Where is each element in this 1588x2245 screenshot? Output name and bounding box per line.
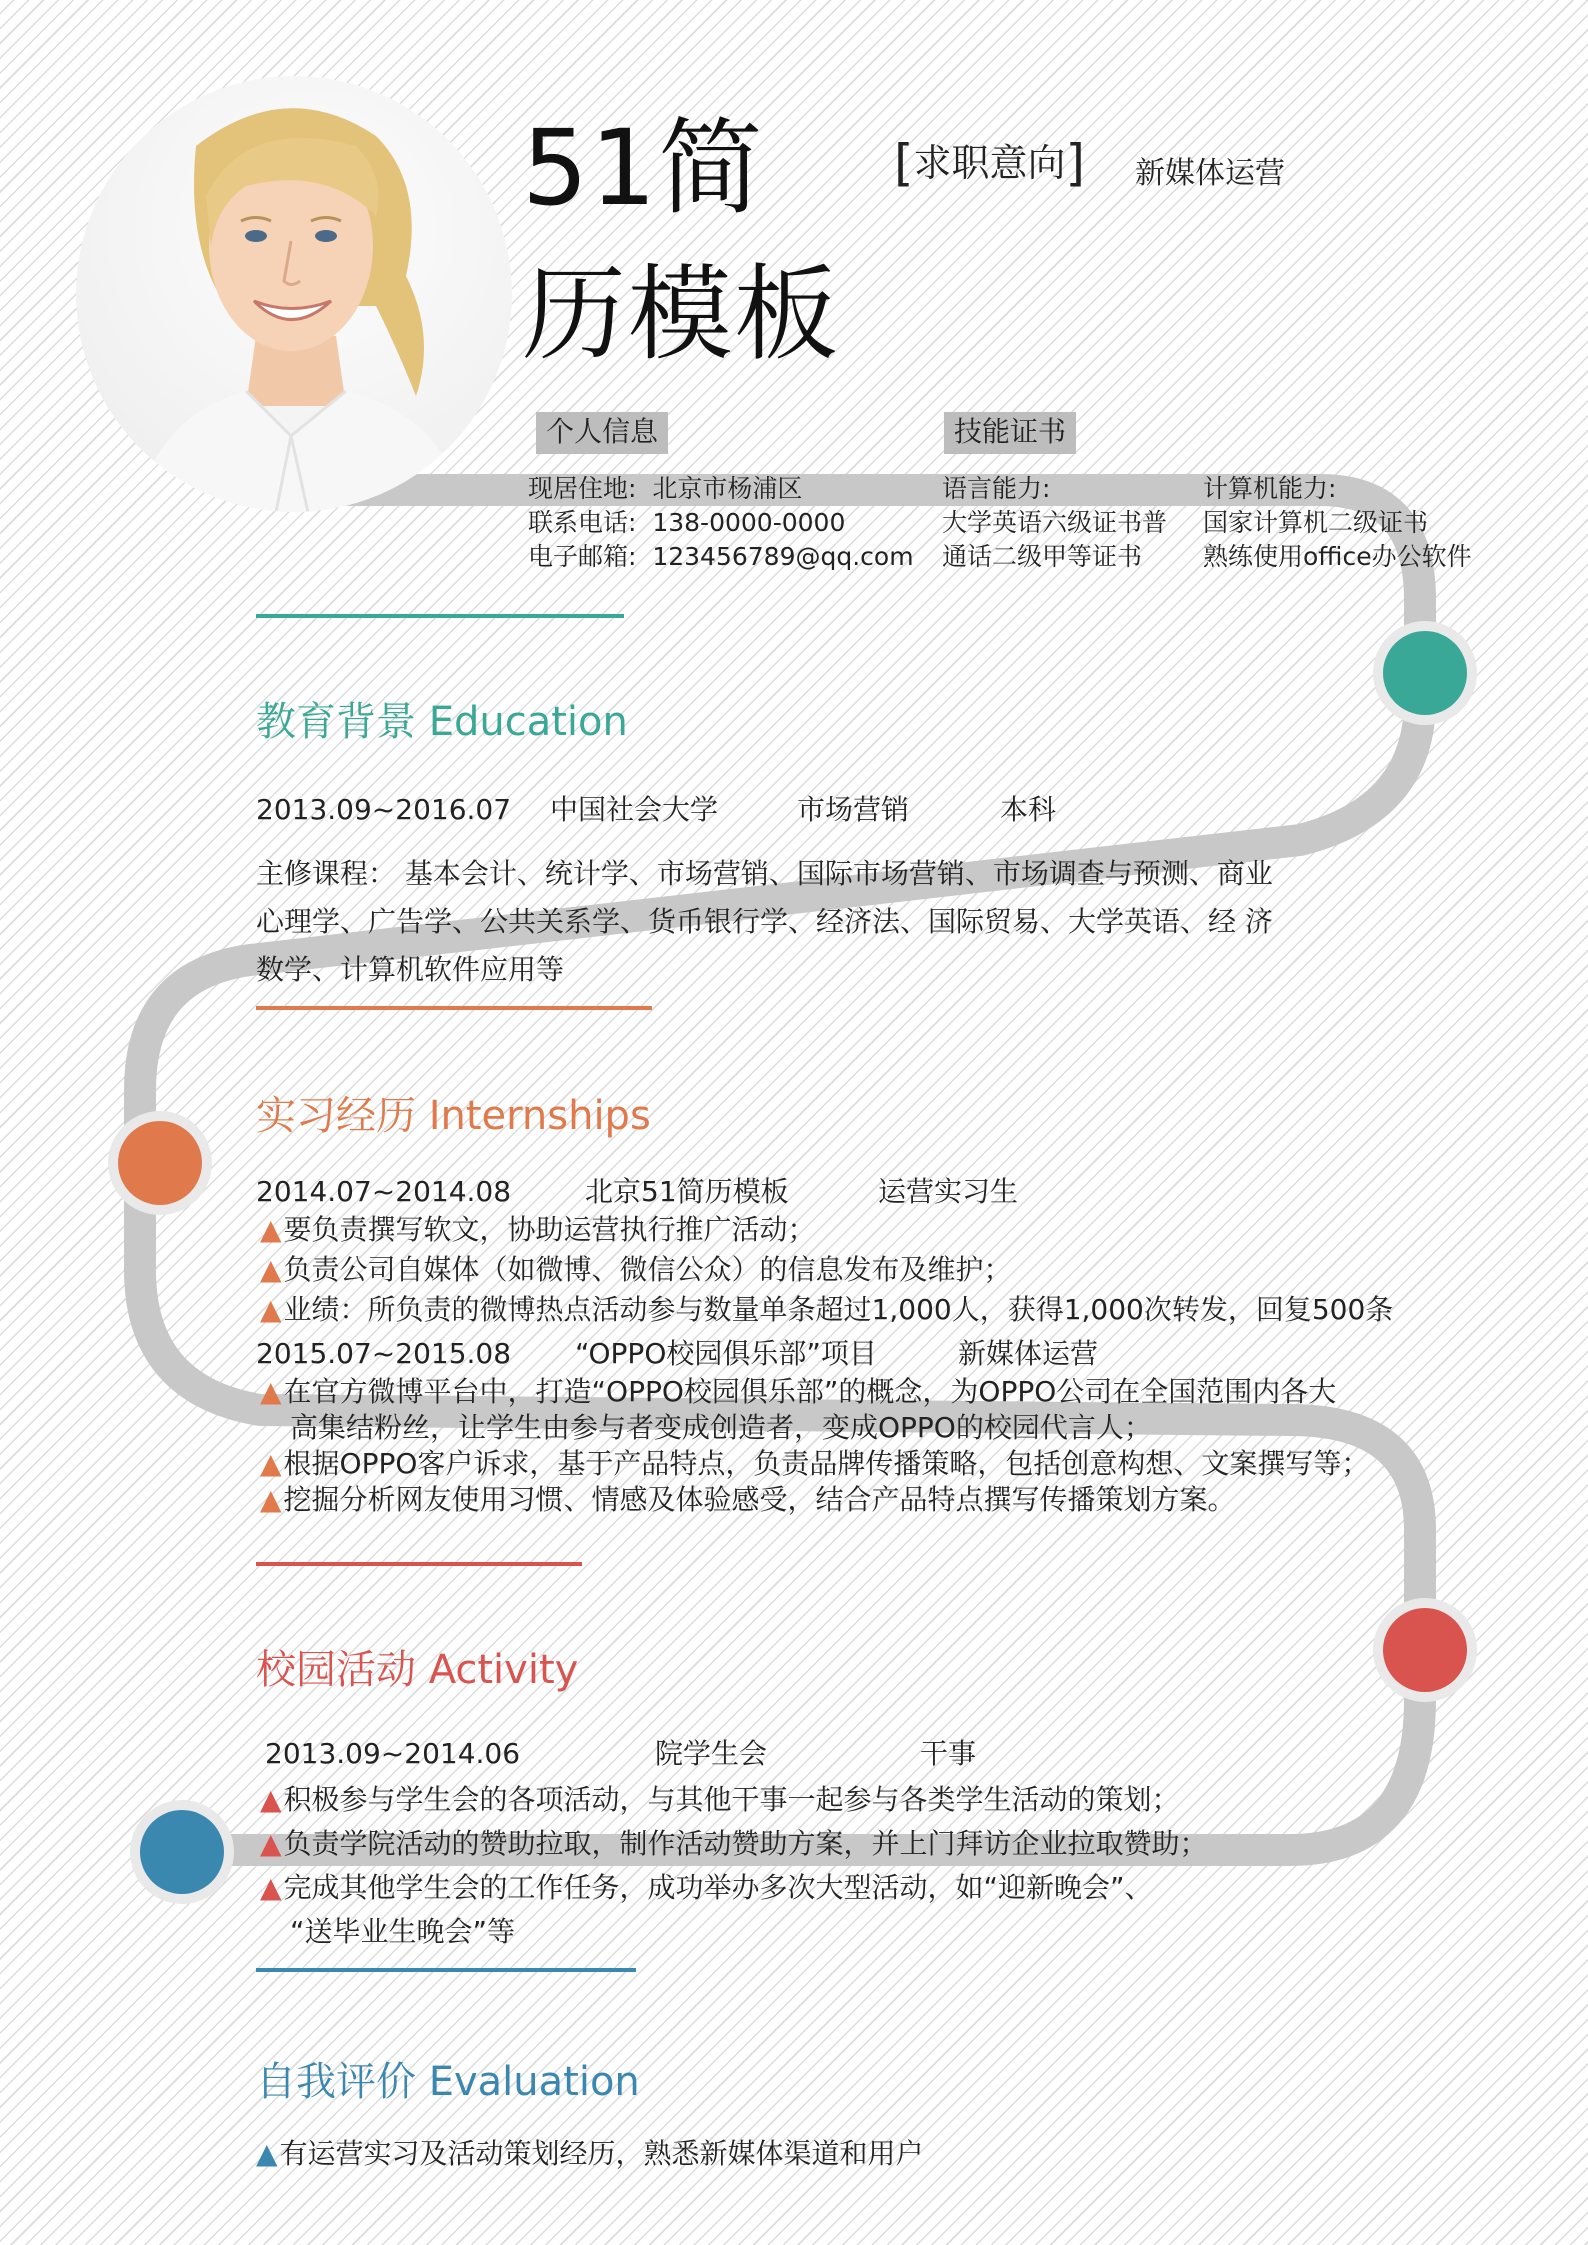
info-row-address [528,472,914,506]
bullet-continuation: 高集结粉丝，让学生由参与者变成创造者，变成OPPO的校园代言人； [290,1411,1152,1444]
triangle-bullet-icon: ▲ [260,1213,282,1246]
timeline-node-evaluation [130,1800,234,1904]
education-title: 教育背景 Education [256,699,628,745]
internship-2-role: 新媒体运营 [958,1337,1099,1370]
education-period: 2013.09~2016.07 [256,793,512,826]
bullet-item [260,1210,1393,1250]
education-major: 市场营销 [797,793,910,826]
info-label: 电子邮箱: [528,542,637,571]
info-row-phone [528,506,914,540]
bullet-item [260,1822,1208,1866]
activity-org: 院学生会 [655,1737,768,1770]
activity-role: 干事 [920,1737,977,1770]
node-dot [140,1810,224,1894]
internship-1-bullets [260,1210,1393,1330]
info-row-email [528,540,914,574]
language-skill-line: 大学英语六级证书普 [942,508,1168,537]
info-label: 现居住地: [528,474,637,503]
triangle-bullet-icon: ▲ [256,2137,278,2170]
bullet-continuation: “送毕业生晚会”等 [290,1915,516,1948]
job-objective-label [894,132,1085,192]
evaluation-rule [256,1968,636,1972]
bullet-item [260,1446,1369,1482]
skills-tag: 技能证书 [944,412,1076,454]
bullet-text: 有运营实习及活动策划经历，熟悉新媒体渠道和用户 [279,2137,924,2170]
computer-skill-line: 熟练使用office办公软件 [1203,542,1472,571]
info-value: 123456789@qq.com [652,542,914,571]
bullet-item [260,1374,1369,1410]
internship-2-company: “OPPO校园俱乐部”项目 [575,1337,877,1370]
activity-rule [256,1562,582,1566]
triangle-bullet-icon: ▲ [260,1871,282,1904]
bullet-item [260,1866,1208,1910]
bullet-text: 要负责撰写软文，协助运营执行推广活动； [283,1213,816,1246]
triangle-bullet-icon: ▲ [260,1293,282,1326]
bullet-text: 负责学院活动的赞助拉取，制作活动赞助方案，并上门拜访企业拉取赞助； [283,1827,1208,1860]
internship-1-company: 北京51简历模板 [585,1175,789,1208]
activity-bullets [260,1778,1208,1954]
courses-line: 心理学、广告学、公共关系学、货币银行学、经济法、国际贸易、大学英语、经 济 [256,905,1273,938]
education-courses [256,850,1273,994]
bullet-item [260,1482,1369,1518]
language-skill-label: 语言能力: [942,474,1051,503]
activity-period: 2013.09~2014.06 [265,1737,521,1770]
internship-1-period: 2014.07~2014.08 [256,1175,512,1208]
right-bracket-icon: ] [1065,134,1086,192]
internship-1-role: 运营实习生 [878,1175,1019,1208]
resume-title-line2: 历模板 [522,253,841,375]
node-dot [118,1121,202,1205]
education-rule [256,614,624,618]
bullet-text: 业绩：所负责的微博热点活动参与数量单条超过1,000人，获得1,000次转发，回复500条 [283,1293,1394,1326]
job-objective-label-text: 求职意向 [913,141,1066,185]
node-dot [1383,631,1467,715]
personal-info-list [528,472,914,574]
info-label: 联系电话: [528,508,637,537]
timeline-node-education [1373,621,1477,725]
info-value: 北京市杨浦区 [652,474,803,503]
resume-title-line1: 51简 [522,107,765,229]
evaluation-bullets [256,2136,924,2172]
triangle-bullet-icon: ▲ [260,1253,282,1286]
triangle-bullet-icon: ▲ [260,1447,282,1480]
triangle-bullet-icon: ▲ [260,1827,282,1860]
computer-skill-label: 计算机能力: [1203,474,1337,503]
triangle-bullet-icon: ▲ [260,1375,282,1408]
timeline-node-activity [1373,1598,1477,1702]
bullet-item [256,2136,924,2172]
courses-line: 数学、计算机软件应用等 [256,953,565,986]
bullet-text: 完成其他学生会的工作任务，成功举办多次大型活动，如“迎新晚会”、 [283,1871,1153,1904]
computer-skill [1203,472,1472,574]
bullet-text: 负责公司自媒体（如微博、微信公众）的信息发布及维护； [283,1253,1012,1286]
triangle-bullet-icon: ▲ [260,1783,282,1816]
node-dot [1383,1608,1467,1692]
bullet-item [260,1778,1208,1822]
computer-skill-line: 国家计算机二级证书 [1203,508,1429,537]
courses-line: 主修课程： 基本会计、统计学、市场营销、国际市场营销、市场调查与预测、商业 [256,857,1273,890]
profile-photo [76,76,512,512]
triangle-bullet-icon: ▲ [260,1483,282,1516]
bullet-text: 挖掘分析网友使用习惯、情感及体验感受，结合产品特点撰写传播策划方案。 [283,1483,1236,1516]
evaluation-title: 自我评价 Evaluation [256,2059,640,2105]
internships-title: 实习经历 Internships [256,1093,651,1139]
left-bracket-icon: [ [894,134,914,192]
bullet-text: 根据OPPO客户诉求，基于产品特点，负责品牌传播策略，包括创意构想、文案撰写等； [283,1447,1370,1480]
job-objective-value: 新媒体运营 [1135,156,1285,191]
language-skill-line: 通话二级甲等证书 [942,542,1143,571]
portrait-icon [76,76,512,512]
personal-info-tag: 个人信息 [536,412,668,454]
info-value: 138-0000-0000 [652,508,846,537]
education-school: 中国社会大学 [550,793,719,826]
internships-rule [256,1006,652,1010]
education-degree: 本科 [1000,793,1057,826]
activity-title: 校园活动 Activity [256,1647,579,1693]
timeline-node-internships [108,1111,212,1215]
bullet-item [260,1290,1393,1330]
bullet-item [260,1250,1393,1290]
bullet-text: 在官方微博平台中，打造“OPPO校园俱乐部”的概念，为OPPO公司在全国范围内各大 [283,1375,1337,1408]
internship-2-bullets [260,1374,1369,1518]
internship-2-period: 2015.07~2015.08 [256,1337,512,1370]
bullet-text: 积极参与学生会的各项活动，与其他干事一起参与各类学生活动的策划； [283,1783,1180,1816]
language-skill [942,472,1167,574]
